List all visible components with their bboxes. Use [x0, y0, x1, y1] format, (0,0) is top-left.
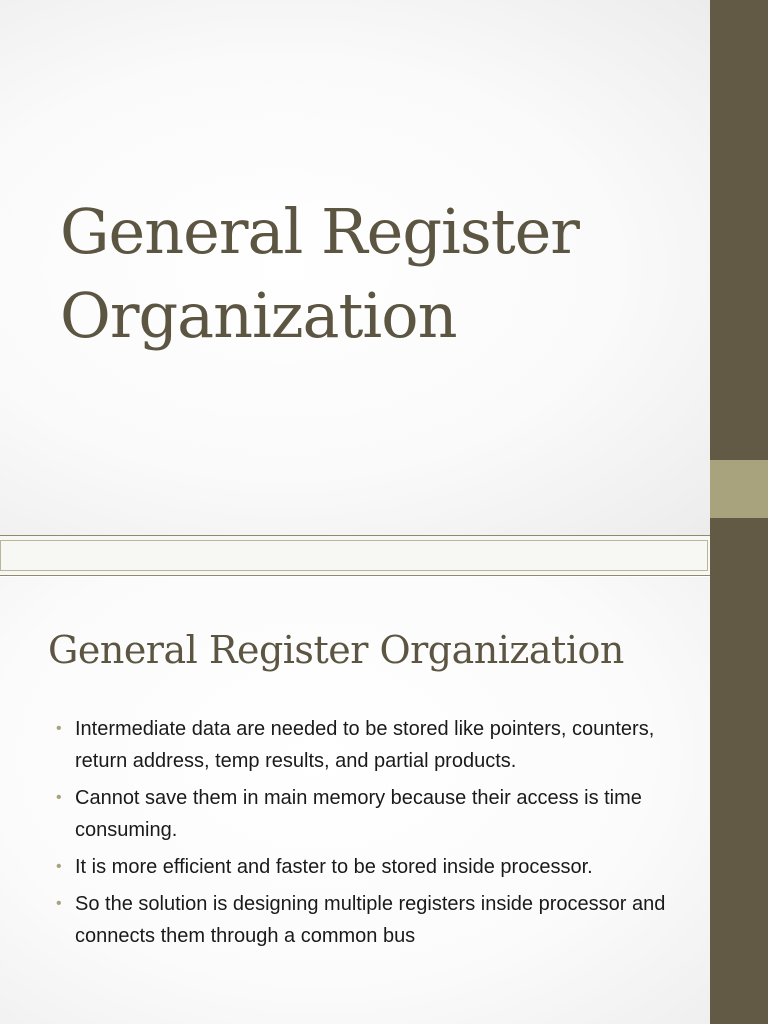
bullet-dot-icon: • [56, 895, 62, 912]
bullet-list [56, 713, 676, 957]
separator-frame [0, 540, 708, 571]
bullet-dot-icon: • [56, 858, 62, 875]
bullet-item [56, 782, 676, 846]
bullet-item [56, 888, 676, 952]
side-bar-accent [710, 460, 768, 518]
slide-separator [0, 535, 710, 576]
bullet-text: Cannot save them in main memory because their access is time consuming. [75, 787, 642, 841]
content-slide-title: General Register Organization [48, 628, 624, 672]
slide-title-line-2: Organization [60, 279, 457, 352]
bullet-dot-icon: • [56, 720, 62, 737]
bullet-dot-icon: • [56, 789, 62, 806]
content-slide [0, 577, 710, 1024]
title-slide [0, 0, 710, 535]
slide-title [60, 190, 680, 358]
bullet-text: So the solution is designing multiple registers inside processor and connects them through a common bus [75, 893, 666, 947]
bullet-text: It is more efficient and faster to be stored inside processor. [75, 856, 593, 878]
bullet-text: Intermediate data are needed to be stored like pointers, counters, return address, temp results, and partial products. [75, 718, 655, 772]
bullet-item [56, 851, 676, 883]
bullet-item [56, 713, 676, 777]
slide-title-line-1: General Register [60, 195, 579, 268]
